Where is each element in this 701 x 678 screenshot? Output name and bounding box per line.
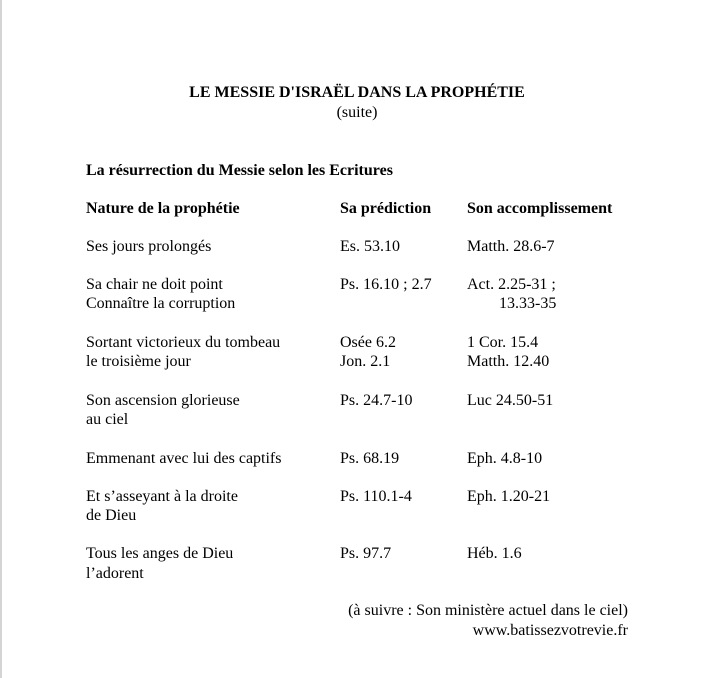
row-2-nature-line-2: Connaître la corruption bbox=[86, 295, 236, 312]
row-4-nature-line-2: au ciel bbox=[86, 411, 129, 428]
row-6-nature-line-2: de Dieu bbox=[86, 507, 137, 524]
column-header-prediction: Sa prédiction bbox=[340, 200, 432, 217]
footer-next-part: (à suivre : Son ministère actuel dans le ciel) bbox=[348, 602, 628, 619]
row-3-prediction-line-1: Osée 6.2 bbox=[340, 334, 396, 351]
row-3-nature-line-2: le troisième jour bbox=[86, 353, 191, 370]
document-title: LE MESSIE D'ISRAËL DANS LA PROPHÉTIE bbox=[189, 84, 525, 101]
document-subtitle: (suite) bbox=[336, 104, 378, 121]
column-header-nature: Nature de la prophétie bbox=[86, 200, 240, 217]
row-2-accomplissement-line-1: Act. 2.25-31 ; bbox=[467, 276, 556, 293]
row-2-accomplissement-line-2: 13.33-35 bbox=[499, 295, 557, 312]
row-6-prediction-line-1: Ps. 110.1-4 bbox=[340, 488, 412, 505]
row-7-accomplissement-line-1: Héb. 1.6 bbox=[467, 545, 522, 562]
row-1-accomplissement-line-1: Matth. 28.6-7 bbox=[467, 238, 555, 255]
section-heading: La résurrection du Messie selon les Ecritures bbox=[86, 162, 393, 179]
column-header-accomplissement: Son accomplissement bbox=[467, 200, 613, 217]
row-1-nature-line-1: Ses jours prolongés bbox=[86, 238, 212, 255]
row-1-prediction-line-1: Es. 53.10 bbox=[340, 238, 400, 255]
row-4-nature-line-1: Son ascension glorieuse bbox=[86, 392, 240, 409]
row-7-prediction-line-1: Ps. 97.7 bbox=[340, 545, 392, 562]
row-7-nature-line-1: Tous les anges de Dieu bbox=[86, 545, 234, 562]
row-2-prediction-line-1: Ps. 16.10 ; 2.7 bbox=[340, 276, 432, 293]
row-5-nature-line-1: Emmenant avec lui des captifs bbox=[86, 450, 282, 467]
row-6-accomplissement-line-1: Eph. 1.20-21 bbox=[467, 488, 551, 505]
row-4-prediction-line-1: Ps. 24.7-10 bbox=[340, 392, 413, 409]
row-3-prediction-line-2: Jon. 2.1 bbox=[340, 353, 391, 370]
row-3-accomplissement-line-1: 1 Cor. 15.4 bbox=[467, 334, 539, 351]
row-7-nature-line-2: l’adorent bbox=[86, 565, 144, 582]
footer-website: www.batissezvotrevie.fr bbox=[472, 622, 628, 639]
row-6-nature-line-1: Et s’asseyant à la droite bbox=[86, 488, 238, 505]
row-3-nature-line-1: Sortant victorieux du tombeau bbox=[86, 334, 281, 351]
row-3-accomplissement-line-2: Matth. 12.40 bbox=[467, 353, 550, 370]
row-5-accomplissement-line-1: Eph. 4.8-10 bbox=[467, 450, 543, 467]
row-2-nature-line-1: Sa chair ne doit point bbox=[86, 276, 223, 293]
row-4-accomplissement-line-1: Luc 24.50-51 bbox=[467, 392, 554, 409]
row-5-prediction-line-1: Ps. 68.19 bbox=[340, 450, 400, 467]
